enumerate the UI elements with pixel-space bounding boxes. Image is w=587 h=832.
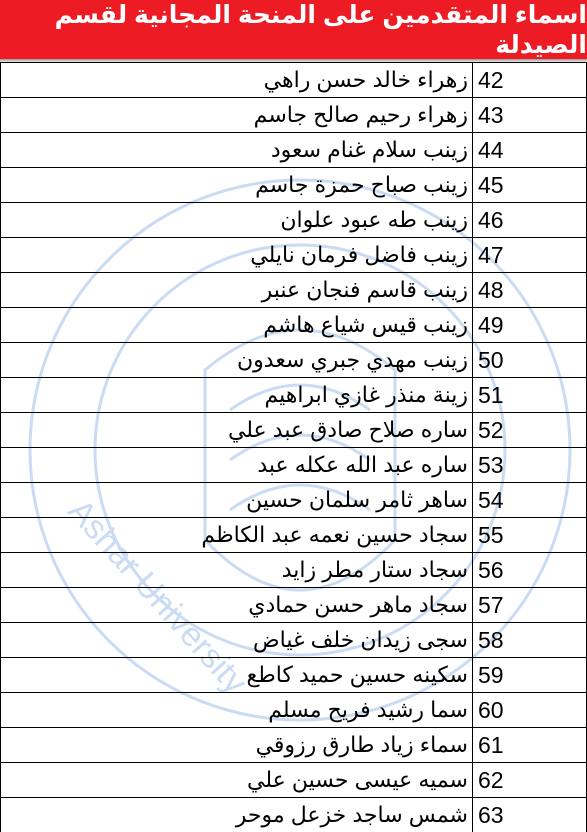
applicant-name: سكينه حسين حميد كاطع bbox=[1, 658, 473, 693]
applicant-name: سجاد ستار مطر زايد bbox=[1, 553, 473, 588]
applicants-table bbox=[0, 62, 587, 832]
row-number: 57 bbox=[473, 588, 587, 623]
applicant-name: سجى زيدان خلف غياض bbox=[1, 623, 473, 658]
table-row bbox=[1, 553, 587, 588]
table-row bbox=[1, 273, 587, 308]
row-number: 52 bbox=[473, 413, 587, 448]
row-number: 61 bbox=[473, 728, 587, 763]
table-row bbox=[1, 413, 587, 448]
row-number: 50 bbox=[473, 343, 587, 378]
table-row bbox=[1, 728, 587, 763]
row-number: 53 bbox=[473, 448, 587, 483]
row-number: 48 bbox=[473, 273, 587, 308]
applicant-name: سماء زياد طارق رزوقي bbox=[1, 728, 473, 763]
row-number: 43 bbox=[473, 98, 587, 133]
row-number: 42 bbox=[473, 63, 587, 98]
row-number: 47 bbox=[473, 238, 587, 273]
table-row bbox=[1, 588, 587, 623]
applicant-name: زينب فاضل فرمان نايلي bbox=[1, 238, 473, 273]
applicant-name: سجاد ماهر حسن حمادي bbox=[1, 588, 473, 623]
applicant-name: سما رشيد فريح مسلم bbox=[1, 693, 473, 728]
table-row bbox=[1, 63, 587, 98]
table-row bbox=[1, 483, 587, 518]
table-row bbox=[1, 448, 587, 483]
applicant-name: زهراء خالد حسن راهي bbox=[1, 63, 473, 98]
applicant-name: زينب قيس شياع هاشم bbox=[1, 308, 473, 343]
applicant-name: زينة منذر غازي ابراهيم bbox=[1, 378, 473, 413]
table-row bbox=[1, 693, 587, 728]
table-row bbox=[1, 238, 587, 273]
applicant-name: زينب صباح حمزة جاسم bbox=[1, 168, 473, 203]
applicant-name: زينب طه عبود علوان bbox=[1, 203, 473, 238]
row-number: 56 bbox=[473, 553, 587, 588]
row-number: 60 bbox=[473, 693, 587, 728]
row-number: 45 bbox=[473, 168, 587, 203]
table-row bbox=[1, 378, 587, 413]
page-title: اسماء المتقدمين على المنحة المجانية لقسم الصيدلة bbox=[0, 0, 587, 60]
watermark-text: Ashar University bbox=[61, 492, 255, 701]
row-number: 62 bbox=[473, 763, 587, 798]
applicant-name: سميه عيسى حسين علي bbox=[1, 763, 473, 798]
table-row bbox=[1, 203, 587, 238]
table-row bbox=[1, 763, 587, 798]
table-row bbox=[1, 623, 587, 658]
table-row bbox=[1, 133, 587, 168]
applicant-name: زينب قاسم فنجان عنبر bbox=[1, 273, 473, 308]
row-number: 49 bbox=[473, 308, 587, 343]
table-row bbox=[1, 798, 587, 832]
row-number: 63 bbox=[473, 798, 587, 832]
row-number: 44 bbox=[473, 133, 587, 168]
table-row bbox=[1, 343, 587, 378]
row-number: 51 bbox=[473, 378, 587, 413]
row-number: 54 bbox=[473, 483, 587, 518]
table-row bbox=[1, 518, 587, 553]
applicant-name: ساره صلاح صادق عبد علي bbox=[1, 413, 473, 448]
applicant-name: زهراء رحيم صالح جاسم bbox=[1, 98, 473, 133]
applicant-name: شمس ساجد خزعل موحر bbox=[1, 798, 473, 832]
row-number: 58 bbox=[473, 623, 587, 658]
applicant-name: ساره عبد الله عكله عبد bbox=[1, 448, 473, 483]
table-row bbox=[1, 308, 587, 343]
applicant-name: ساهر ثامر سلمان حسين bbox=[1, 483, 473, 518]
row-number: 55 bbox=[473, 518, 587, 553]
applicant-name: زينب مهدي جبري سعدون bbox=[1, 343, 473, 378]
table-row bbox=[1, 168, 587, 203]
applicant-name: سجاد حسين نعمه عبد الكاظم bbox=[1, 518, 473, 553]
table-row bbox=[1, 658, 587, 693]
row-number: 46 bbox=[473, 203, 587, 238]
row-number: 59 bbox=[473, 658, 587, 693]
page-title-banner bbox=[0, 0, 587, 59]
table-row bbox=[1, 98, 587, 133]
applicant-name: زينب سلام غنام سعود bbox=[1, 133, 473, 168]
